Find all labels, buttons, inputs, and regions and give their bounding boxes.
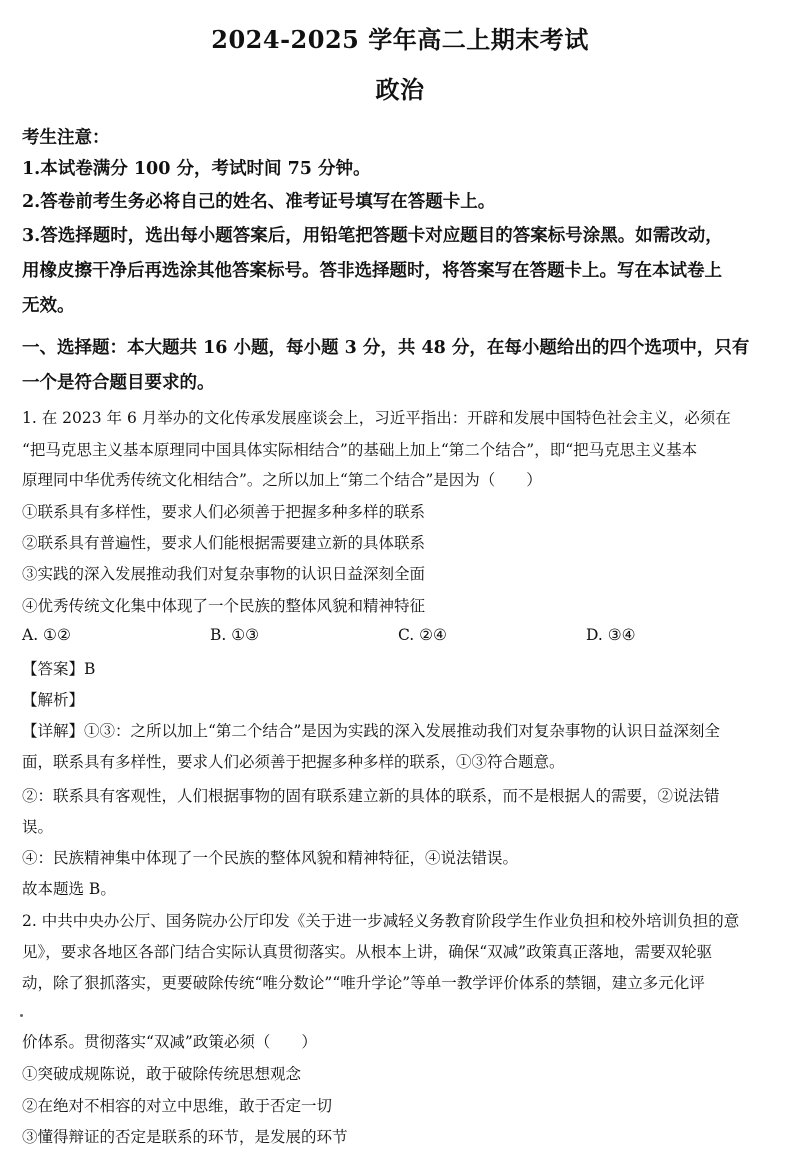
notice-item: 用橡皮擦干净后再选涂其他答案标号。答非选择题时，将答案写在答题卡上。写在本试卷上	[22, 261, 722, 281]
q1-stem-line: 1. 在 2023 年 6 月举办的文化传承发展座谈会上，习近平指出：开辟和发展中国特色社会主义，必须在	[22, 409, 731, 427]
exam-title: 2024-2025 学年高二上期末考试	[211, 25, 589, 54]
q2-stem-line: 见》，要求各地区各部门结合实际认真贯彻落实。从根本上讲，确保“双减”政策真正落地，需要双轮驱	[22, 943, 713, 961]
section-heading: 一个是符合题目要求的。	[22, 373, 215, 393]
scan-dot	[20, 1014, 23, 1017]
notice-item: 3.答选择题时，选出每小题答案后，用铅笔把答题卡对应题目的答案标号涂黑。如需改动，	[22, 226, 723, 246]
q1-detail-line: ④：民族精神集中体现了一个民族的整体风貌和精神特征，④说法错误。	[22, 849, 519, 867]
q2-statement: ①突破成规陈说，敢于破除传统思想观念	[22, 1065, 302, 1083]
notice-item: 2.答卷前考生务必将自己的姓名、准考证号填写在答题卡上。	[22, 192, 496, 212]
q1-statement: ②联系具有普遍性，要求人们能根据需要建立新的具体联系	[22, 534, 426, 552]
q1-detail-line: 故本题选 B。	[22, 880, 116, 898]
subject-title: 政治	[375, 75, 425, 104]
q2-stem-line: 2. 中共中央办公厅、国务院办公厅印发《关于进一步减轻义务教育阶段学生作业负担和校外培训负担的意	[22, 912, 740, 930]
q1-detail-line: 面，联系具有多样性，要求人们必须善于把握多种多样的联系，①③符合题意。	[22, 753, 565, 771]
q1-stem-line: “把马克思主义基本原理同中国具体实际相结合”的基础上加上“第二个结合”，即“把马克思主义基本	[22, 441, 698, 459]
q1-answer: 【答案】B	[22, 660, 96, 678]
option-c: C. ②④	[398, 626, 447, 644]
q1-statement: ④优秀传统文化集中体现了一个民族的整体风貌和精神特征	[22, 597, 426, 615]
q2-stem-line: 动，除了狠抓落实，更要破除传统“唯分数论”“唯升学论”等单一教学评价体系的禁锢，建立多元化评	[22, 974, 705, 992]
notice-item: 1.本试卷满分 100 分，考试时间 75 分钟。	[22, 159, 371, 179]
q1-detail-line: ②：联系具有客观性，人们根据事物的固有联系建立新的具体的联系，而不是根据人的需要，②说法错	[22, 787, 720, 805]
q1-detail-line: 【详解】①③：之所以加上“第二个结合”是因为实践的深入发展推动我们对复杂事物的认识日益深刻全	[22, 722, 720, 740]
option-a: A. ①②	[22, 626, 71, 644]
notice-heading: 考生注意：	[22, 128, 110, 148]
q1-statement: ①联系具有多样性，要求人们必须善于把握多种多样的联系	[22, 503, 426, 521]
q1-analysis-label: 【解析】	[22, 691, 85, 709]
section-heading: 一、选择题：本大题共 16 小题，每小题 3 分，共 48 分，在每小题给出的四个选项中，只有	[22, 338, 750, 358]
q1-stem-line: 原理同中华优秀传统文化相结合”。之所以加上“第二个结合”是因为（ ）	[22, 471, 542, 489]
notice-item: 无效。	[22, 296, 75, 316]
q1-statement: ③实践的深入发展推动我们对复杂事物的认识日益深刻全面	[22, 565, 426, 583]
q1-options	[22, 626, 778, 648]
q2-stem-line: 价体系。贯彻落实“双减”政策必须（ ）	[22, 1033, 317, 1051]
q2-statement: ③懂得辩证的否定是联系的环节，是发展的环节	[22, 1128, 348, 1146]
option-d: D. ③④	[586, 626, 636, 644]
option-b: B. ①③	[210, 626, 260, 644]
q1-detail-line: 误。	[22, 818, 54, 836]
q2-statement: ②在绝对不相容的对立中思维，敢于否定一切	[22, 1097, 333, 1115]
